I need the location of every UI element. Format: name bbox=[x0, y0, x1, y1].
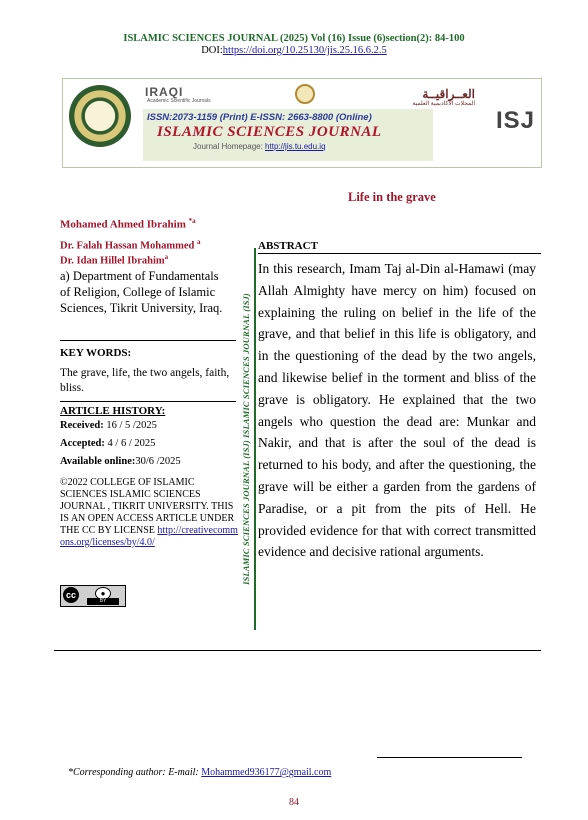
received-value: 16 / 5 /2025 bbox=[106, 420, 157, 431]
keywords: The grave, life, the two angels, faith, bliss. bbox=[60, 367, 230, 394]
journal-banner bbox=[62, 78, 542, 168]
journal-homepage bbox=[193, 142, 326, 151]
history-heading: ARTICLE HISTORY: bbox=[60, 405, 166, 417]
author-3-name: Dr. Idan Hillel Ibrahim bbox=[60, 255, 165, 267]
affiliation: a) Department of Fundamentals of Religion, College of Islamic Sciences, Tikrit University, Iraq. bbox=[60, 269, 223, 315]
doi-line bbox=[0, 45, 588, 56]
accepted-value: 4 / 6 / 2025 bbox=[107, 438, 156, 449]
accepted-date bbox=[60, 438, 155, 449]
iraqi-logo-subtitle: Academic Scientific Journals bbox=[147, 98, 211, 104]
emblem-icon bbox=[295, 84, 315, 104]
abstract-text: In this research, Imam Taj al-Din al-Hamawi (may Allah Almighty have mercy on him) focused on explaining the ruling on belief in the life of the grave, and that belief in this life is obligatory, and in the questioning of the dead by the two angels, and likewise belief in the torment and bliss of the grave is obligatory. He explained that the two angels who question the dead are: Munkar and Nakir, and that is after the soul of the dead is returned to his body, and after the questioning, the grave will be either a garden from the gardens of Paradise, or a pit from the pits of Hell. He provided evidence for that with correct transmitted evidence and decisive rational arguments. bbox=[258, 261, 536, 560]
corresponding-label: *Corresponding author: E-mail: bbox=[68, 767, 202, 778]
received-label: Received: bbox=[60, 420, 104, 431]
author-2 bbox=[60, 238, 201, 252]
available-label: Available online: bbox=[60, 456, 136, 467]
cc-by-label: BY bbox=[87, 598, 119, 605]
keywords-heading: KEY WORDS: bbox=[60, 347, 132, 359]
email-link[interactable]: Mohammed936177@gmail.com bbox=[201, 767, 332, 778]
homepage-link[interactable]: http://jis.tu.edu.iq bbox=[265, 142, 326, 151]
iraqi-logo: IRAQI bbox=[145, 85, 184, 99]
footnote-separator bbox=[377, 757, 522, 758]
author-3-sup: a bbox=[164, 253, 169, 261]
available-value: 30/6 /2025 bbox=[135, 456, 181, 467]
divider-keywords bbox=[60, 340, 236, 341]
article-title: Life in the grave bbox=[348, 190, 436, 204]
page-number: 84 bbox=[289, 797, 299, 808]
author-1-name: Mohamed Ahmed Ibrahim bbox=[60, 218, 186, 231]
copyright-notice bbox=[60, 477, 242, 549]
arabic-logo-subtitle: المجلات الأكاديمية العلمية bbox=[412, 101, 475, 107]
homepage-label: Journal Homepage: bbox=[193, 142, 266, 151]
issn-line: ISSN:2073-1159 (Print) E-ISSN: 2663-8800 (Online) bbox=[147, 112, 372, 123]
arabic-logo: العــراقيــة bbox=[422, 87, 475, 101]
vertical-journal-band bbox=[236, 248, 256, 630]
author-2-sup: a bbox=[197, 238, 201, 246]
divider-bottom bbox=[54, 650, 541, 651]
vertical-journal-text: ISLAMIC SCIENCES JOURNAL (ISJ) ISLAMIC SCIENCES JOURNAL (ISJ) bbox=[241, 293, 251, 585]
doi-link[interactable]: https://doi.org/10.25130/jis.25.16.6.2.5 bbox=[222, 45, 387, 56]
vertical-green-rule bbox=[254, 248, 256, 630]
corresponding-author bbox=[68, 767, 331, 778]
author-2-name: Dr. Falah Hassan Mohammed bbox=[60, 240, 195, 252]
isj-logo: ISJ bbox=[495, 107, 535, 134]
cc-license-badge[interactable] bbox=[60, 585, 126, 607]
journal-citation-line: ISLAMIC SCIENCES JOURNAL (2025) Vol (16) Issue (6)section(2): 84-100 bbox=[123, 33, 465, 44]
divider-abstract bbox=[258, 253, 541, 254]
available-date bbox=[60, 456, 181, 467]
cc-icon: cc bbox=[63, 587, 79, 603]
license-link[interactable]: http://creativecommons.org/licenses/by/4.0/ bbox=[60, 525, 238, 548]
journal-title: ISLAMIC SCIENCES JOURNAL bbox=[157, 124, 382, 140]
received-date bbox=[60, 420, 157, 431]
divider-history bbox=[60, 401, 236, 402]
author-3 bbox=[60, 253, 168, 267]
author-1 bbox=[60, 217, 196, 231]
university-seal-icon bbox=[69, 85, 131, 147]
abstract-heading: ABSTRACT bbox=[258, 240, 318, 252]
attribution-person-icon: ● bbox=[95, 587, 111, 600]
doi-label: DOI: bbox=[201, 45, 223, 56]
copyright-text: ©2022 COLLEGE OF ISLAMIC SCIENCES ISLAMIC SCIENCES JOURNAL , TIKRIT UNIVERSITY. THIS IS AN OPEN ACCESS ARTICLE UNDER THE CC BY LICENSE bbox=[60, 477, 235, 536]
author-1-sup: *a bbox=[188, 217, 196, 225]
accepted-label: Accepted: bbox=[60, 438, 105, 449]
